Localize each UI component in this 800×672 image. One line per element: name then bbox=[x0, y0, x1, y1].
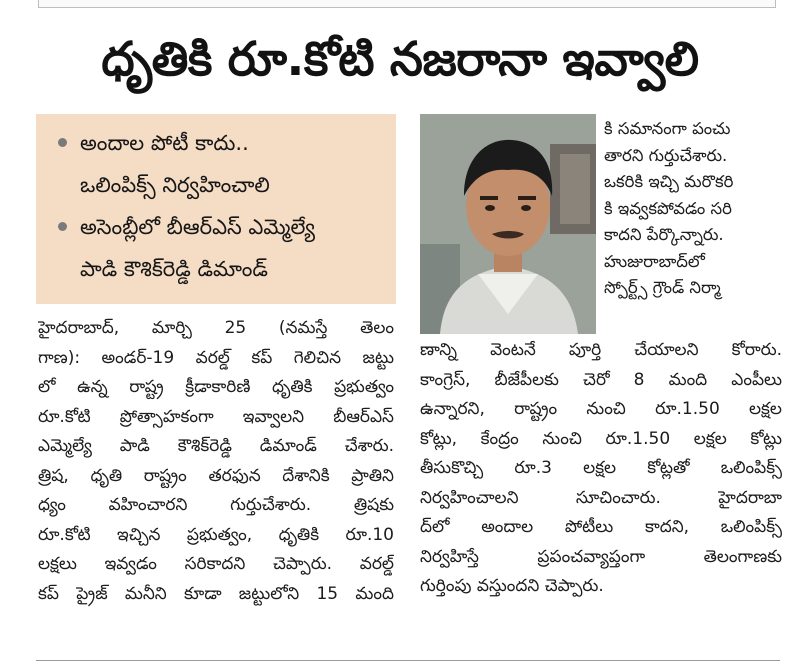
body-line: గాణ): అండర్-19 వరల్డ్ కప్ గెలిచిన జట్టు bbox=[38, 347, 394, 368]
speaker-photo bbox=[420, 114, 596, 334]
body-line: కప్ ప్రైజ్ మనీని కూడా జట్టులోని 15 మంది bbox=[38, 583, 394, 604]
body-line: లక్షలు ఇవ్వడం సరికాదని చెప్పారు. వరల్డ్ bbox=[38, 554, 394, 574]
body-line: కోట్లు, కేంద్రం నుంచి రూ.1.50 లక్షల కోట్లు bbox=[420, 428, 782, 449]
body-line: ఎమ్మెల్యే పాడి కౌశిక్‌రెడ్డి డిమాండ్ చేశారు. bbox=[38, 436, 394, 456]
body-line: ఉన్నారని, రాష్ట్రం నుంచి రూ.1.50 లక్షల bbox=[420, 399, 782, 419]
bottom-border bbox=[36, 660, 780, 661]
body-line: గుర్తింపు వస్తుందని చెప్పారు. bbox=[420, 576, 604, 596]
body-line: హైదరాబాద్, మార్చి 25 (నమస్తే తెలం bbox=[38, 318, 394, 338]
body-line: నిర్వహించాలని సూచించారు. హైదరాబా bbox=[420, 487, 782, 508]
bullet-icon bbox=[58, 138, 67, 147]
right-line: హుజురాబాద్‌లో bbox=[604, 251, 705, 271]
body-line: ణాన్ని వెంటనే పూర్తి చేయాలని కోరారు. bbox=[420, 340, 782, 360]
headline: ధృతికి రూ.కోటి నజరానా ఇవ్వాలి bbox=[101, 32, 699, 87]
right-line: కి సమానంగా పంచు bbox=[604, 119, 731, 138]
body-line: ద్‌లో అందాల పోటీలు కాదని, ఒలింపిక్స్ bbox=[420, 517, 782, 537]
body-line: ధ్యం వహించారని గుర్తుచేశారు. త్రిషకు bbox=[38, 495, 394, 515]
body-right-column bbox=[420, 336, 782, 602]
highlight-1-line-1: అందాల పోటీ కాదు.. bbox=[58, 122, 388, 164]
right-column-top bbox=[604, 116, 782, 302]
body-line: రూ.కోటి ప్రోత్సాహకంగా ఇవ్వాలని బీఆర్ఎస్ bbox=[38, 406, 394, 427]
body-line: తీసుకొచ్చి రూ.3 లక్షల కోట్లతో ఒలింపిక్స్ bbox=[420, 458, 782, 478]
body-line: నిర్వహిస్తే ప్రపంచవ్యాప్తంగా తెలంగాణకు bbox=[420, 546, 782, 567]
body-line: కాంగ్రెస్, బీజేపీలకు చెరో 8 మంది ఎంపీలు bbox=[420, 369, 782, 390]
right-line: స్పోర్ట్స్ గ్రౌండ్ నిర్మా bbox=[604, 278, 721, 297]
body-line: రూ.కోటి ఇచ్చిన ప్రభుత్వం, ధృతికి రూ.10 bbox=[38, 524, 394, 545]
person-speaking-icon bbox=[420, 114, 596, 334]
bullet-icon bbox=[58, 222, 67, 231]
right-line: కి ఇవ్వకపోవడం సరి bbox=[604, 198, 732, 218]
body-line: లో ఉన్న రాష్ట్ర క్రీడాకారిణి ధృతికి ప్రభుత్వం bbox=[38, 377, 394, 397]
highlights-box bbox=[36, 114, 396, 304]
right-line: కాదని పేర్కొన్నారు. bbox=[604, 225, 724, 244]
body-left-column bbox=[38, 314, 394, 609]
body-line: త్రిష, ధృతి రాష్ట్రం తరఫున దేశానికి ప్రాతిని bbox=[38, 465, 394, 486]
highlight-2-line-1: అసెంబ్లీలో బీఆర్ఎస్ ఎమ్మెల్యే bbox=[58, 206, 388, 248]
right-line: తారని గుర్తుచేశారు. bbox=[604, 145, 728, 165]
highlight-1-line-2: ఒలింపిక్స్ నిర్వహించాలి bbox=[80, 173, 270, 197]
highlight-2-line-2: పాడి కౌశిక్‌రెడ్డి డిమాండ్ bbox=[80, 257, 268, 281]
right-line: ఒకరికి ఇచ్చి మరొకరి bbox=[604, 172, 734, 191]
top-border bbox=[38, 0, 776, 8]
